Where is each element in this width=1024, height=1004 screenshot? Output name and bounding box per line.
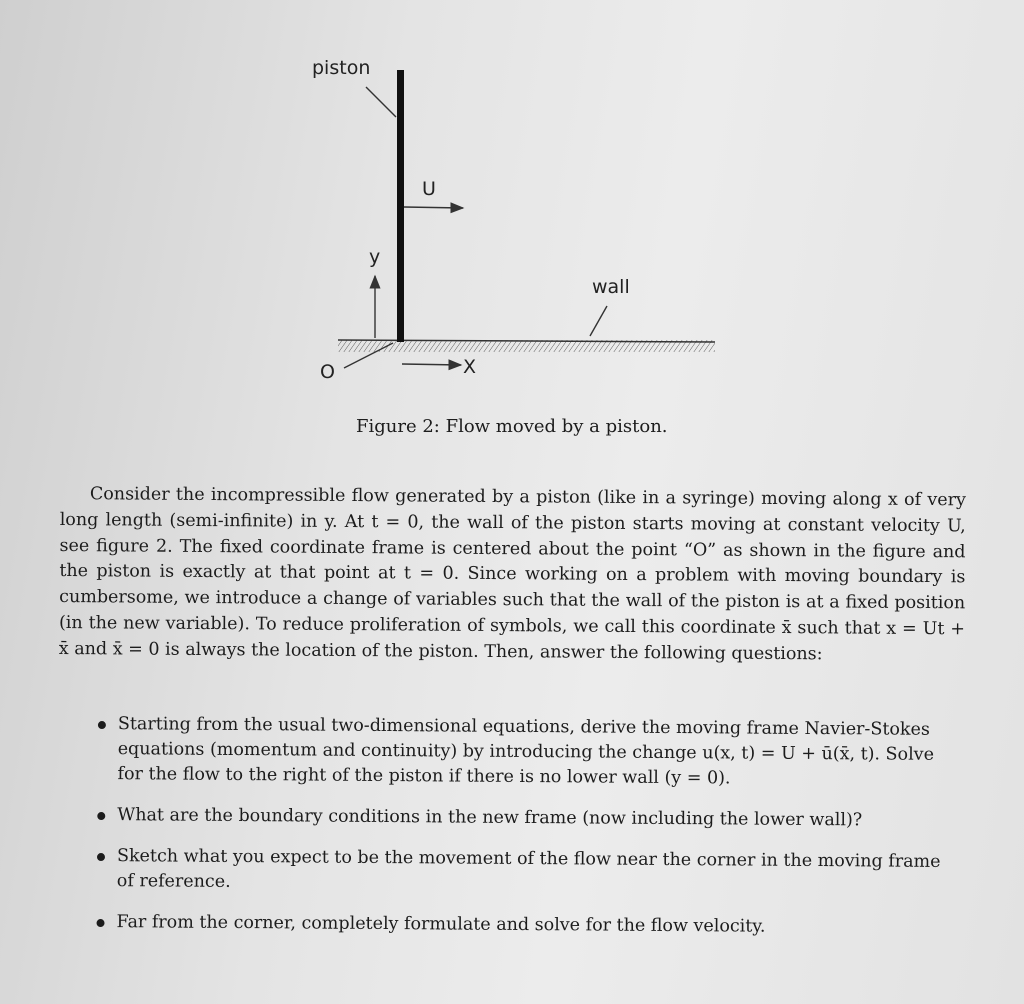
- wall-pointer: [590, 306, 607, 336]
- x-axis-label: X: [463, 356, 477, 378]
- problem-statement: [59, 482, 966, 669]
- y-axis-label: y: [369, 246, 381, 268]
- piston-body: [397, 70, 404, 342]
- question-item: Starting from the usual two-dimensional equations, derive the moving frame Navier-Stokes equations (momentum and continuity) by introducing the change u(x, t) = U + ū(x̄, t). Solve for the flow to the right of the piston if there is no lower wall (y = 0).: [95, 712, 958, 793]
- velocity-label: U: [422, 178, 436, 200]
- question-item: What are the boundary conditions in the new frame (now including the lower wall)?: [95, 803, 957, 834]
- piston-label: piston: [312, 57, 371, 79]
- question-item: Sketch what you expect to be the movement of the flow near the corner in the moving frame of reference.: [95, 844, 957, 900]
- piston-figure: [0, 0, 1024, 400]
- figure-caption: Figure 2: Flow moved by a piston.: [356, 416, 668, 437]
- wall-label: wall: [592, 276, 630, 298]
- question-item: Far from the corner, completely formulate and solve for the flow velocity.: [94, 910, 956, 941]
- origin-label: O: [320, 361, 335, 383]
- problem-paragraph: Consider the incompressible flow generated by a piston (like in a syringe) moving along x of very long length (semi-infinite) in y. At t = 0, the wall of the piston starts moving at constant velocity U, see figure 2. The fixed coordinate frame is centered about the point “O” as shown in the figure and the piston is exactly at that point at t = 0. Since working on a problem with moving boundary is cumbersome, we introduce a change of variables such that the wall of the piston is at a fixed position (in the new variable). To reduce proliferation of symbols, we call this coordinate x̄ such that x = Ut + x̄ and x̄ = 0 is always the location of the piston. Then, answer the following questions:: [58, 484, 966, 665]
- piston-pointer: [366, 87, 396, 117]
- question-list: [94, 712, 958, 957]
- x-axis-arrow: [402, 364, 461, 365]
- velocity-arrow: [404, 207, 463, 208]
- piston-diagram: [0, 0, 1024, 400]
